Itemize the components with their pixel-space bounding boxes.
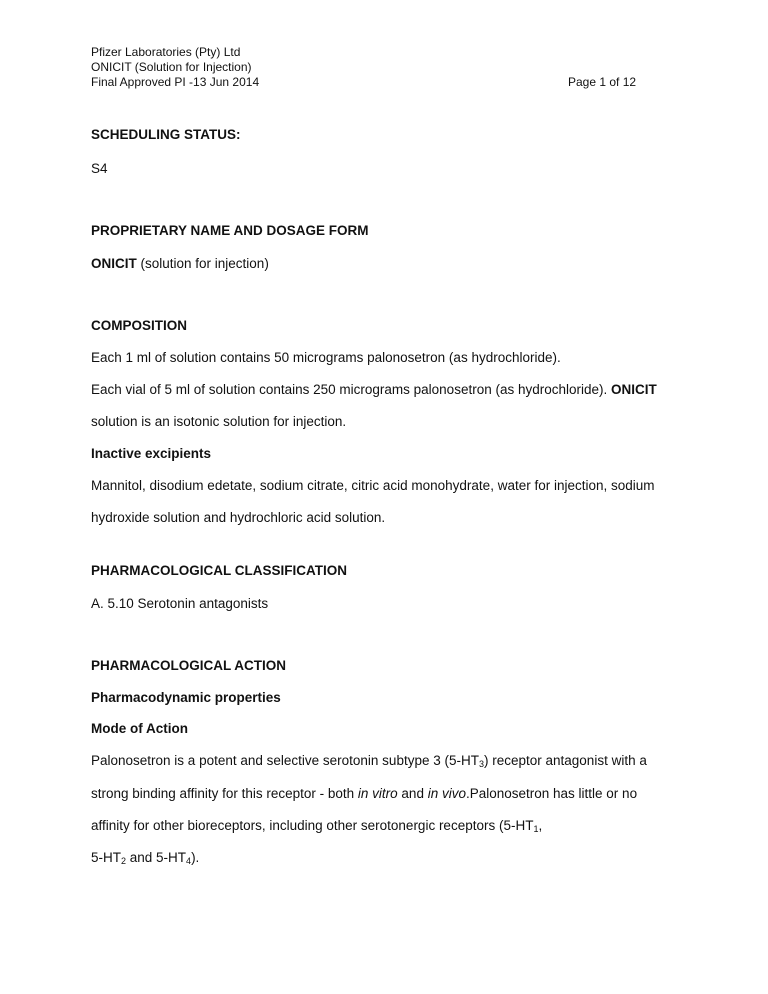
header-approval: Final Approved PI -13 Jun 2014 — [91, 75, 260, 89]
action-paragraph-line-2 — [91, 786, 637, 801]
p3-text-b: , — [538, 818, 543, 833]
product-name: ONICIT — [91, 256, 137, 271]
action-paragraph-line-1 — [91, 753, 647, 768]
composition-line-3: solution is an isotonic solution for injection. — [91, 414, 347, 429]
composition-line-2-text: Each vial of 5 ml of solution contains 250 micrograms palonosetron (as hydrochloride). — [91, 382, 612, 397]
header-company: Pfizer Laboratories (Pty) Ltd — [91, 45, 241, 59]
scheduling-value: S4 — [91, 161, 108, 176]
composition-line-1: Each 1 ml of solution contains 50 micrograms palonosetron (as hydrochloride). — [91, 350, 561, 365]
p3-subscript: 1 — [533, 824, 539, 834]
header-product: ONICIT (Solution for Injection) — [91, 60, 252, 74]
p4-subscript-1: 2 — [121, 856, 127, 866]
p4-text-b: and 5-HT — [126, 850, 187, 865]
excipients-line-1: Mannitol, disodium edetate, sodium citrate, citric acid monohydrate, water for injection, sodium — [91, 478, 655, 493]
p4-text-c: ). — [191, 850, 200, 865]
proprietary-heading: PROPRIETARY NAME AND DOSAGE FORM — [91, 223, 369, 238]
p2-italic-in-vivo: in vivo — [427, 786, 466, 801]
p1-text-b: ) receptor antagonist with a — [484, 753, 647, 768]
classification-heading: PHARMACOLOGICAL CLASSIFICATION — [91, 563, 347, 578]
p2-text-c: .Palonosetron has little or no — [465, 786, 638, 801]
page-number: Page 1 of 12 — [568, 75, 637, 89]
excipients-heading: Inactive excipients — [91, 446, 212, 461]
p2-text-b: and — [397, 786, 428, 801]
action-heading: PHARMACOLOGICAL ACTION — [91, 658, 286, 673]
mode-of-action-heading: Mode of Action — [91, 721, 188, 736]
p1-text-a: Palonosetron is a potent and selective serotonin subtype 3 (5-HT — [91, 753, 479, 768]
p1-subscript: 3 — [478, 759, 484, 769]
p4-text-a: 5-HT — [91, 850, 121, 865]
proprietary-line — [91, 256, 269, 271]
scheduling-heading: SCHEDULING STATUS: — [91, 127, 241, 142]
action-paragraph-line-3 — [91, 818, 542, 833]
pharmacodynamic-heading: Pharmacodynamic properties — [91, 690, 281, 705]
excipients-line-2: hydroxide solution and hydrochloric acid solution. — [91, 510, 386, 525]
dosage-form: (solution for injection) — [136, 256, 269, 271]
composition-heading: COMPOSITION — [91, 318, 188, 333]
composition-line-2-product: ONICIT — [611, 382, 657, 397]
p4-subscript-2: 4 — [186, 856, 192, 866]
p3-text-a: affinity for other bioreceptors, including other serotonergic receptors (5-HT — [91, 818, 534, 833]
p2-italic-in-vitro: in vitro — [357, 786, 398, 801]
classification-value: A. 5.10 Serotonin antagonists — [91, 596, 269, 611]
action-paragraph-line-4 — [91, 850, 199, 865]
p2-text-a: strong binding affinity for this receptor - both — [91, 786, 358, 801]
composition-line-2 — [91, 382, 657, 397]
